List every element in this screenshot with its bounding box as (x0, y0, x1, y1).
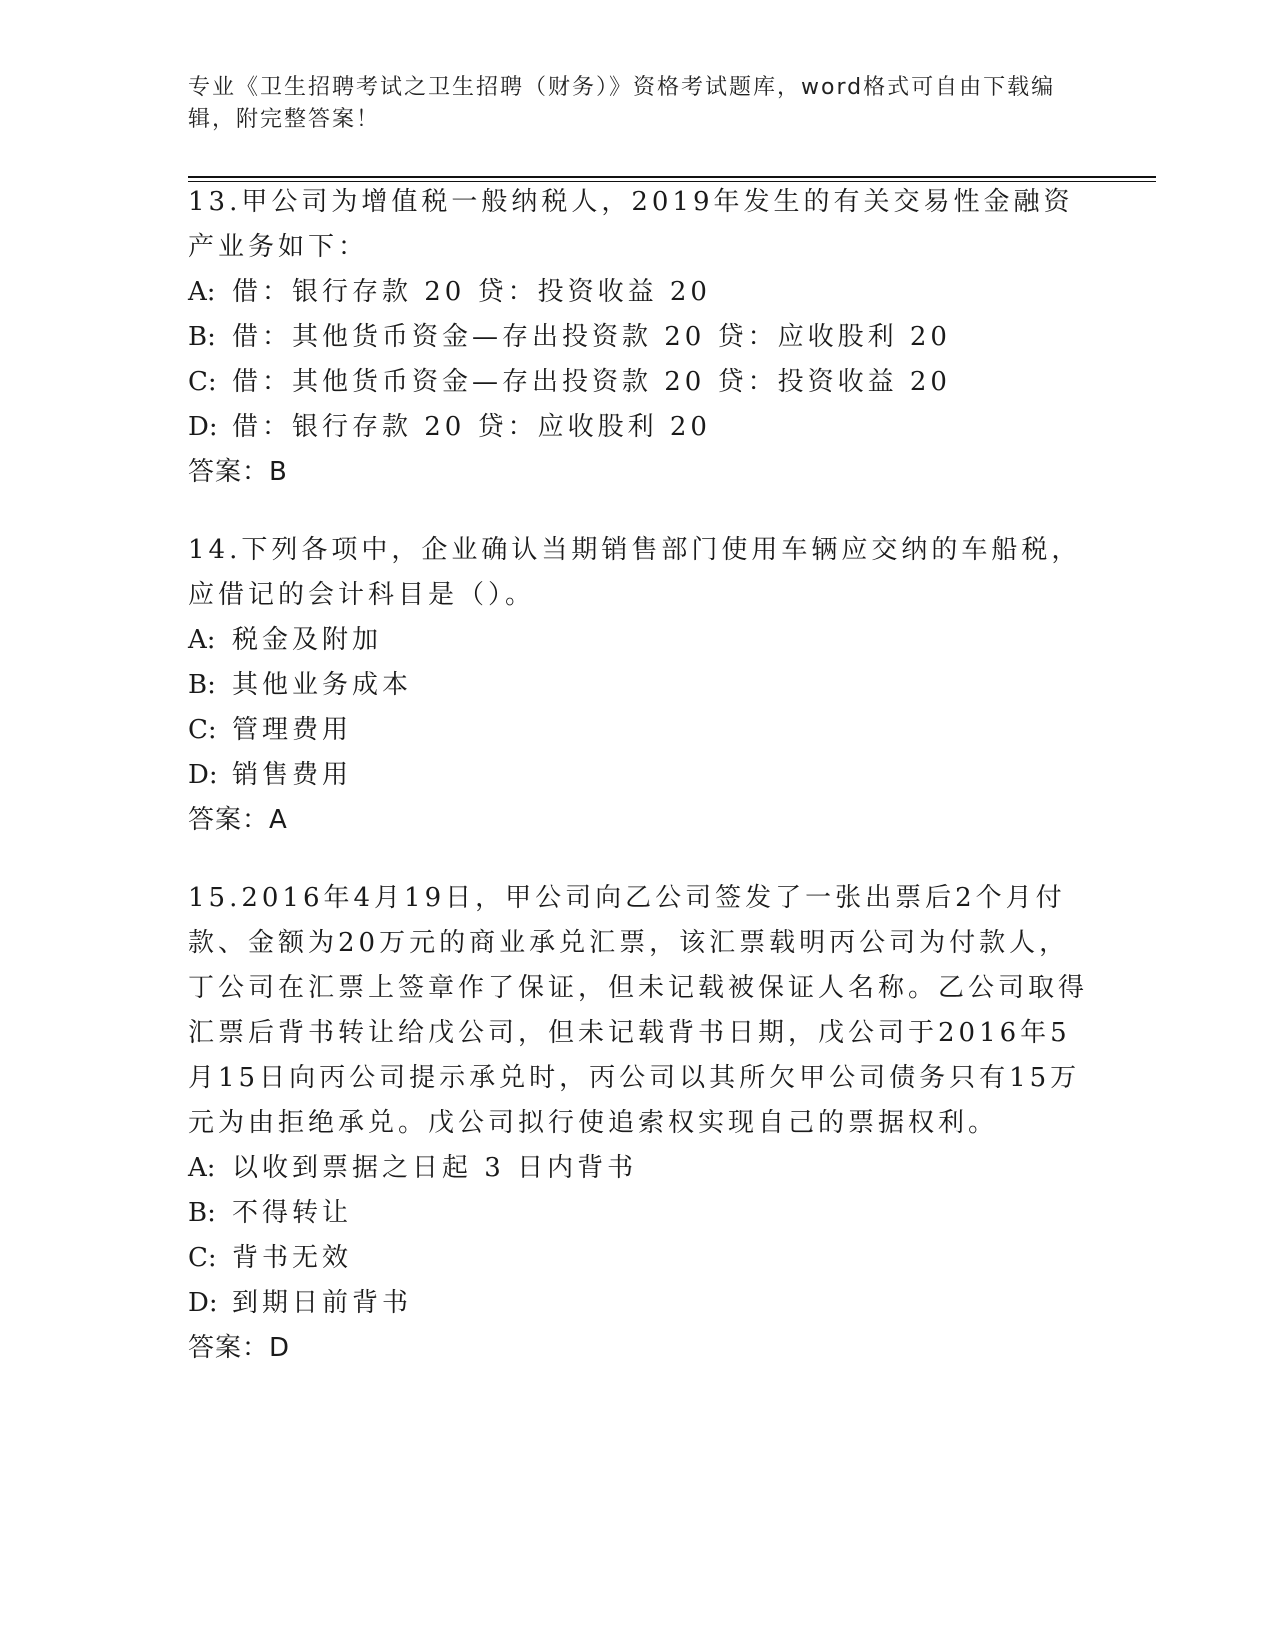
option-text: 借：银行存款 20 贷：投资收益 20 (232, 277, 711, 307)
option-c (188, 708, 1088, 753)
option-key: C: (188, 715, 217, 745)
option-c (188, 1236, 1088, 1281)
option-text: 借：其他货币资金—存出投资款 20 贷：投资收益 20 (232, 367, 951, 397)
answer-label: 答案：B (188, 457, 288, 487)
option-text: 借：其他货币资金—存出投资款 20 贷：应收股利 20 (232, 322, 951, 352)
header-divider-thick (188, 176, 1156, 178)
option-key: B: (188, 322, 216, 352)
option-key: C: (188, 367, 217, 397)
option-c (188, 360, 1088, 405)
answer-label: 答案：D (188, 1333, 291, 1363)
option-a (188, 1146, 1088, 1191)
option-d (188, 1281, 1088, 1326)
option-key: A: (188, 277, 216, 307)
question-text: 15.2016年4月19日，甲公司向乙公司签发了一张出票后2个月付款、金额为20万元的商业承兑汇票，该汇票载明丙公司为付款人，丁公司在汇票上签章作了保证，但未记载被保证人名称。乙公司取得汇票后背书转让给戊公司，但未记载背书日期，戊公司于2016年5月15日向丙公司提示承兑时，丙公司以其所欠甲公司债务只有15万元为由拒绝承兑。戊公司拟行使追索权实现自己的票据权利。 (188, 883, 1089, 1138)
option-b (188, 663, 1088, 708)
option-text: 管理费用 (232, 715, 353, 745)
option-d (188, 405, 1088, 450)
option-text: 背书无效 (232, 1243, 353, 1273)
option-text: 借：银行存款 20 贷：应收股利 20 (232, 412, 711, 442)
option-text: 以收到票据之日起 3 日内背书 (232, 1153, 638, 1183)
option-key: C: (188, 1243, 217, 1273)
option-key: B: (188, 1198, 216, 1228)
option-a (188, 270, 1088, 315)
option-b (188, 1191, 1088, 1236)
option-text: 其他业务成本 (232, 670, 413, 700)
option-a (188, 618, 1088, 663)
question-text: 13.甲公司为增值税一般纳税人，2019年发生的有关交易性金融资产业务如下： (188, 187, 1074, 262)
option-b (188, 315, 1088, 360)
option-key: A: (188, 625, 216, 655)
option-text: 不得转让 (232, 1198, 353, 1228)
option-key: D: (188, 760, 218, 790)
option-key: A: (188, 1153, 216, 1183)
option-key: B: (188, 670, 216, 700)
option-text: 税金及附加 (232, 625, 383, 655)
question-text: 14.下列各项中，企业确认当期销售部门使用车辆应交纳的车船税，应借记的会计科目是（）。 (188, 535, 1082, 610)
option-d (188, 753, 1088, 798)
question-14 (188, 528, 1088, 843)
option-text: 到期日前背书 (232, 1288, 413, 1318)
document-header-intro: 专业《卫生招聘考试之卫生招聘（财务）》资格考试题库，word格式可自由下载编辑，附完整答案！ (188, 75, 1056, 132)
option-text: 销售费用 (232, 760, 353, 790)
question-15 (188, 876, 1088, 1371)
option-key: D: (188, 1288, 218, 1318)
question-13 (188, 180, 1088, 495)
answer-label: 答案：A (188, 805, 288, 835)
option-key: D: (188, 412, 218, 442)
